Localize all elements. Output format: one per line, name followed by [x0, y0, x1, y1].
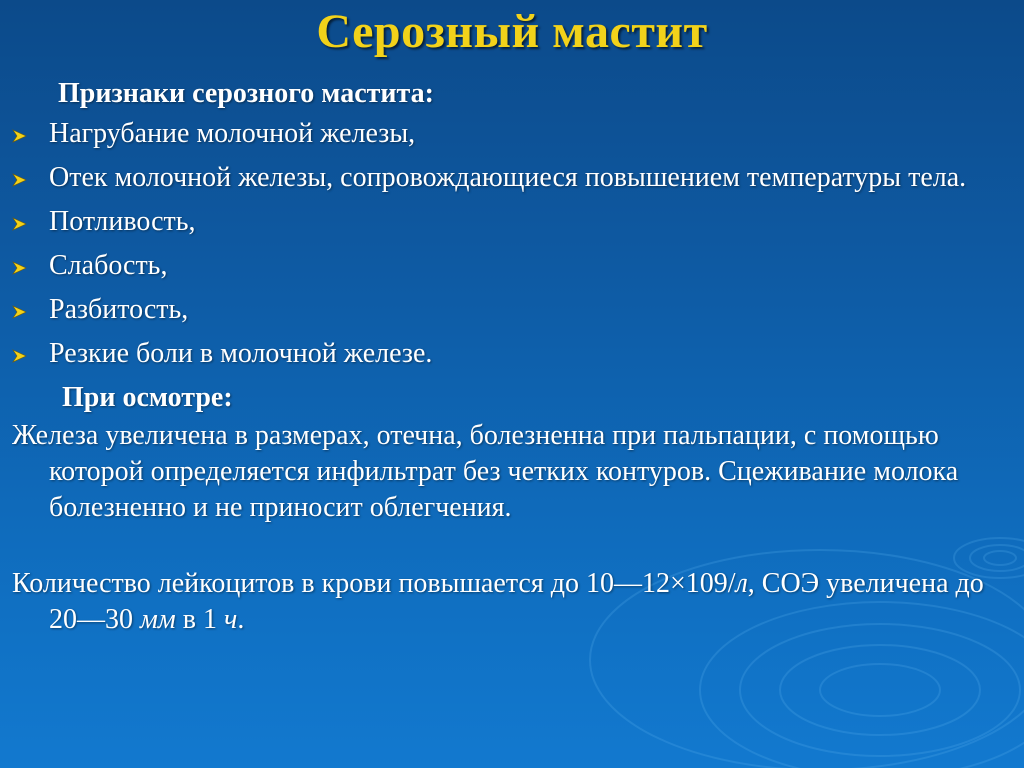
arrow-bullet-icon [12, 173, 27, 187]
list-item [12, 336, 1012, 372]
blood-unit-hour: ч [223, 604, 238, 635]
slide-content [12, 76, 1012, 638]
list-item-text: Слабость, [49, 250, 168, 281]
blood-text-3: в 1 [175, 604, 224, 635]
slide-title: Серозный мастит [316, 5, 708, 58]
list-item-text: Отек молочной железы, сопровождающиеся повышением температуры тела. [49, 162, 967, 193]
arrow-bullet-icon [12, 217, 27, 231]
list-item-text: Нагрубание молочной железы, [49, 118, 416, 149]
arrow-bullet-icon [12, 305, 27, 319]
blood-text-2: , СОЭ увеличена до 20—30 [49, 568, 984, 635]
signs-list [12, 116, 1012, 372]
blood-text-4: . [237, 604, 245, 635]
blood-unit-mm: мм [140, 604, 176, 635]
list-item [12, 292, 1012, 328]
signs-heading: Признаки серозного мастита: [58, 78, 434, 109]
list-item [12, 204, 1012, 240]
arrow-bullet-icon [12, 129, 27, 143]
list-item-text: Потливость, [49, 206, 196, 237]
list-item [12, 116, 1012, 152]
arrow-bullet-icon [12, 349, 27, 363]
blood-text-1: Количество лейкоцитов в крови повышается до 10—12×109/ [12, 568, 736, 599]
blood-paragraph [12, 566, 1012, 638]
list-item-text: Резкие боли в молочной железе. [49, 338, 433, 369]
list-item [12, 248, 1012, 284]
arrow-bullet-icon [12, 261, 27, 275]
exam-paragraph: Железа увеличена в размерах, отечна, болезненна при пальпации, с помощью которой определяется инфильтрат без четких контуров. Сцеживание молока болезненно и не приносит облегчения. [12, 420, 959, 523]
exam-heading: При осмотре: [62, 382, 233, 413]
list-item-text: Разбитость, [49, 294, 189, 325]
blood-unit-liter: л [735, 568, 748, 599]
list-item [12, 160, 1012, 196]
